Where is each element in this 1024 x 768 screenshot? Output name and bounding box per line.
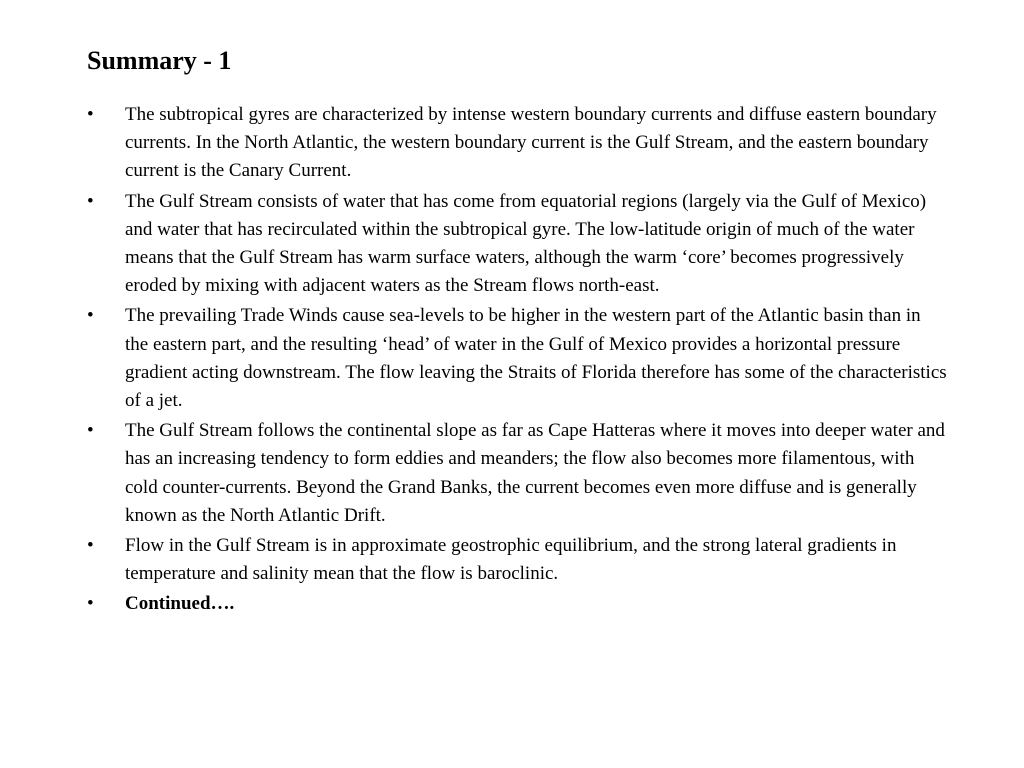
bullet-marker: • xyxy=(87,104,94,125)
bullet-text: The Gulf Stream follows the continental slope as far as Cape Hatteras where it moves into deeper water and has an increasing tendency to form eddies and meanders; the flow also becomes more filamentous, with cold counter-currents. Beyond the Grand Banks, the current becomes even more diffuse and is generally known as the North Atlantic Drift. xyxy=(125,420,945,526)
bullet-marker: • xyxy=(87,420,94,442)
bullet-item xyxy=(87,101,947,186)
bullet-text: The prevailing Trade Winds cause sea-levels to be higher in the western part of the Atlantic basin than in the eastern part, and the resulting ‘head’ of water in the Gulf of Mexico provides a horizontal pressure gradient acting downstream. The flow leaving the Straits of Florida therefore has some of the characteristics of a jet. xyxy=(125,305,947,412)
bullet-marker: • xyxy=(87,305,94,327)
slide-title: Summary - 1 xyxy=(87,46,232,75)
bullet-item xyxy=(87,532,947,588)
bullet-text: The subtropical gyres are characterized by intense western boundary currents and diffuse eastern boundary currents. In the North Atlantic, the western boundary current is the Gulf Stream, and the eastern boundary current is the Canary Current. xyxy=(125,104,937,182)
bullet-marker: • xyxy=(87,593,94,615)
bullet-item xyxy=(87,417,947,530)
bullet-item-continued xyxy=(87,590,947,618)
bullet-item xyxy=(87,188,947,301)
continued-text: Continued…. xyxy=(125,593,235,615)
bullet-marker: • xyxy=(87,535,94,557)
bullet-marker: • xyxy=(87,190,94,212)
bullet-text: Flow in the Gulf Stream is in approximate geostrophic equilibrium, and the strong lateral gradients in temperature and salinity mean that the flow is baroclinic. xyxy=(125,535,897,585)
bullet-item xyxy=(87,302,947,415)
bullet-list xyxy=(87,101,947,621)
bullet-text: The Gulf Stream consists of water that has come from equatorial regions (largely via the Gulf of Mexico) and water that has recirculated within the subtropical gyre. The low-latitude origin of much of the water means that the Gulf Stream has warm surface waters, although the warm ‘core’ becomes progressively eroded by mixing with adjacent waters as the Stream flows north-east. xyxy=(125,190,927,297)
